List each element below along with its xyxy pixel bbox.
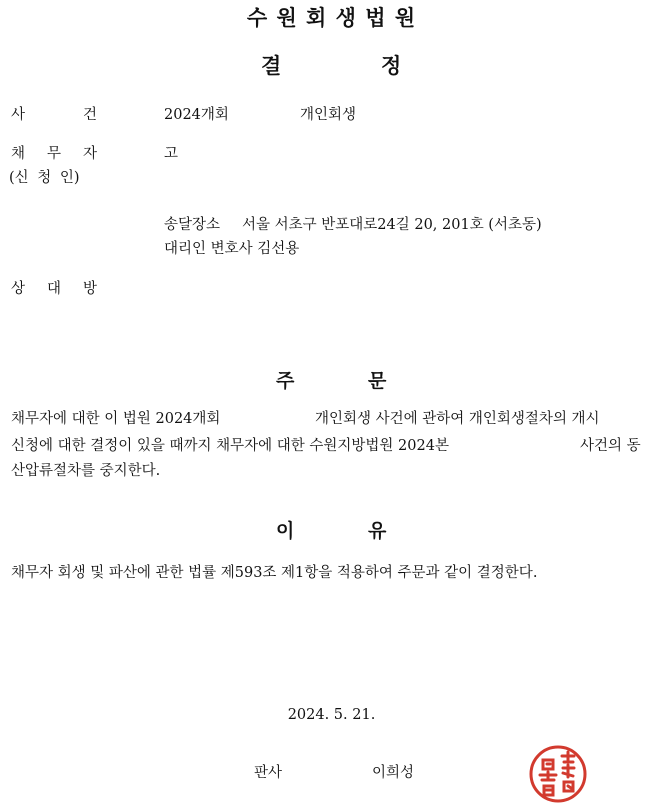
reason-text: 채무자 회생 및 파산에 관한 법률 제593조 제1항을 적용하여 주문과 같이 결정한다. bbox=[11, 565, 538, 581]
order-line2-a: 신청에 대한 결정이 있을 때까지 채무자에 대한 수원지방법원 2024본 bbox=[11, 438, 449, 454]
service-address: 서울 서초구 반포대로24길 20, 201호 (서초동) bbox=[242, 217, 542, 233]
applicant-label: (신 청 인) bbox=[9, 170, 80, 186]
order-line2-b: 사건의 동 bbox=[580, 438, 641, 454]
order-line1-b: 개인회생 사건에 관하여 개인회생절차의 개시 bbox=[315, 411, 600, 427]
case-name: 개인회생 bbox=[300, 107, 357, 123]
judge-seal-stamp bbox=[526, 742, 590, 806]
debtor-name: 고 bbox=[164, 146, 179, 162]
doc-type-right: 정 bbox=[381, 54, 402, 78]
service-label: 송달장소 bbox=[164, 217, 221, 233]
agent-line: 대리인 변호사 김선용 bbox=[164, 241, 300, 257]
doc-type-left: 결 bbox=[261, 54, 282, 78]
reason-heading-left: 이 bbox=[276, 520, 295, 542]
order-line3: 산압류절차를 중지한다. bbox=[11, 463, 161, 479]
debtor-label: 채 무 자 bbox=[11, 146, 97, 162]
order-heading-left: 주 bbox=[276, 370, 295, 392]
judge-name: 이희성 bbox=[372, 765, 415, 781]
case-label: 사 건 bbox=[11, 107, 97, 123]
reason-heading-right: 유 bbox=[368, 520, 387, 542]
judge-title: 판사 bbox=[254, 765, 283, 781]
case-number: 2024개회 bbox=[164, 107, 229, 123]
opponent-label: 상 대 방 bbox=[11, 281, 97, 297]
order-heading-right: 문 bbox=[368, 370, 387, 392]
court-name: 수 원 회 생 법 원 bbox=[246, 6, 417, 30]
order-line1-a: 채무자에 대한 이 법원 2024개회 bbox=[11, 411, 221, 427]
decision-date: 2024. 5. 21. bbox=[287, 707, 376, 723]
